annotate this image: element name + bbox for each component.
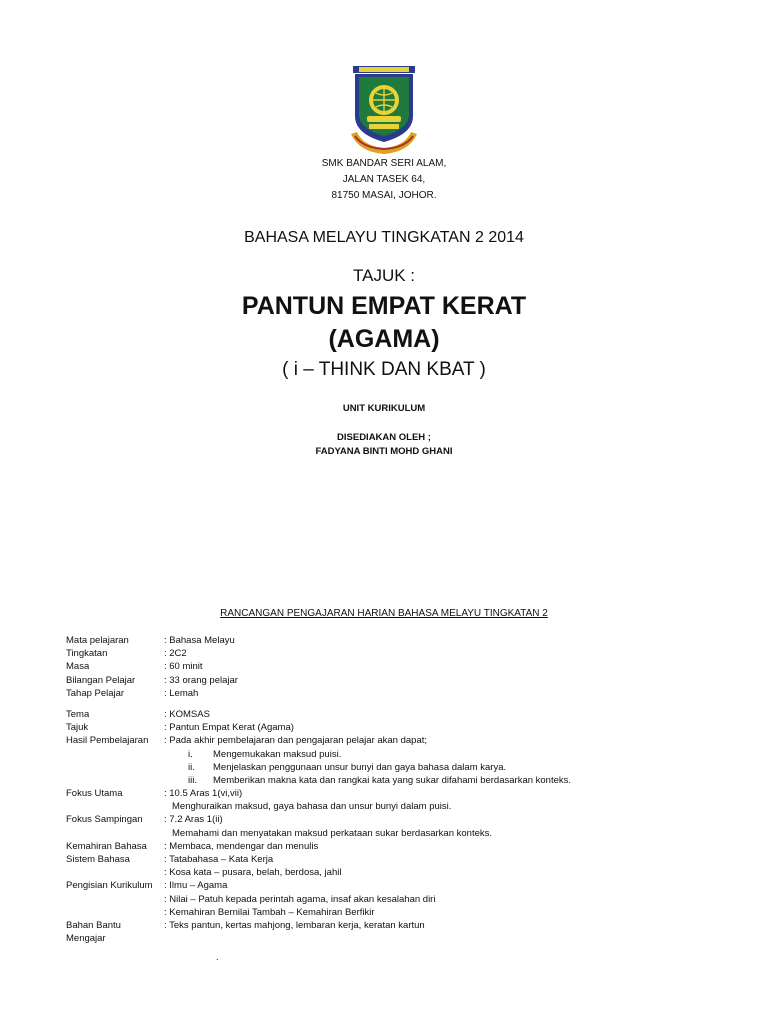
unit-label: UNIT KURIKULUM — [342, 403, 426, 414]
school-address — [0, 156, 768, 204]
detail-row — [66, 687, 726, 700]
detail-row-continued — [66, 906, 726, 919]
objective-text: Menjelaskan penggunaan unsur bunyi dan gaya bahasa dalam karya. — [213, 761, 507, 773]
detail-label: Masa — [66, 661, 90, 673]
prepared-by-name: FADYANA BINTI MOHD GHANI — [315, 446, 453, 457]
detail-label: Hasil Pembelajaran — [66, 735, 149, 747]
objective-number: iii. — [188, 774, 197, 786]
prepared-by-label: DISEDIAKAN OLEH ; — [337, 432, 431, 443]
detail-row-continued — [66, 827, 726, 840]
detail-value: : Kosa kata – pusara, belah, berdosa, jahil — [164, 867, 342, 879]
detail-row — [66, 647, 726, 660]
title-line: PANTUN EMPAT KERAT — [241, 292, 527, 320]
address-line: JALAN TASEK 64, — [342, 174, 426, 185]
detail-row-fokus-utama — [66, 787, 726, 800]
address-line: 81750 MASAI, JOHOR. — [331, 190, 437, 201]
detail-label: Sistem Bahasa — [66, 854, 130, 865]
detail-label: Fokus Sampingan — [66, 814, 143, 826]
objective-item — [66, 748, 726, 761]
detail-row — [66, 634, 726, 647]
detail-row-tema — [66, 708, 726, 721]
detail-row-fokus-sampingan — [66, 813, 726, 826]
detail-value: : 10.5 Aras 1(vi,vii) — [164, 788, 243, 800]
school-crest-logo — [349, 64, 419, 156]
detail-label: Fokus Utama — [66, 788, 123, 800]
detail-value: : Nilai – Patuh kepada perintah agama, insaf akan kesalahan diri — [164, 893, 436, 905]
rph-title: RANCANGAN PENGAJARAN HARIAN BAHASA MELAYU TINGKATAN 2 — [220, 608, 548, 619]
objective-item — [66, 761, 726, 774]
detail-label: Tahap Pelajar — [66, 687, 125, 699]
document-subtitle: ( i – THINK DAN KBAT ) — [282, 359, 486, 380]
detail-label: Tingkatan — [66, 648, 108, 660]
detail-value: : Tatabahasa – Kata Kerja — [164, 854, 274, 865]
detail-value: : Membaca, mendengar dan menulis — [164, 840, 319, 852]
detail-value: Memahami dan menyatakan maksud perkataan sukar berdasarkan konteks. — [172, 827, 493, 839]
objective-text: Mengemukakan maksud puisi. — [213, 748, 342, 760]
detail-value: : Pada akhir pembelajaran dan pengajaran pelajar akan dapat; — [164, 735, 428, 747]
detail-row-continued — [66, 866, 726, 879]
detail-row-continued — [66, 893, 726, 906]
detail-label: Bilangan Pelajar — [66, 674, 136, 686]
detail-row-continued — [66, 932, 726, 945]
address-line: SMK BANDAR SERI ALAM, — [321, 158, 447, 169]
detail-row-continued — [66, 800, 726, 813]
objective-number: i. — [188, 748, 193, 760]
detail-value: : Ilmu – Agama — [164, 880, 228, 892]
detail-value: : 7.2 Aras 1(ii) — [164, 814, 223, 826]
detail-label: Bahan Bantu — [66, 919, 121, 931]
trailing-mark: . — [216, 952, 219, 962]
title-line: (AGAMA) — [328, 325, 440, 353]
detail-label: Kemahiran Bahasa — [66, 840, 147, 852]
detail-label: Mata pelajaran — [66, 635, 129, 646]
detail-row-tajuk — [66, 721, 726, 734]
detail-row-kemahiran — [66, 840, 726, 853]
tajuk-label: TAJUK : — [352, 266, 416, 285]
detail-value: : 60 minit — [164, 661, 203, 673]
lesson-details — [66, 634, 726, 945]
detail-value: : Teks pantun, kertas mahjong, lembaran kerja, keratan kartun — [164, 919, 425, 931]
prepared-by — [0, 431, 768, 459]
detail-value: : Lemah — [164, 687, 199, 699]
detail-row — [66, 660, 726, 673]
detail-value: : 33 orang pelajar — [164, 674, 238, 686]
objective-text: Memberikan makna kata dan rangkai kata yang sukar difahami berdasarkan konteks. — [213, 774, 572, 786]
detail-value: : Pantun Empat Kerat (Agama) — [164, 722, 294, 734]
detail-row-sistem — [66, 853, 726, 866]
detail-label: Pengisian Kurikulum — [66, 880, 153, 892]
detail-value: : Bahasa Melayu — [164, 635, 235, 646]
detail-row-bahan — [66, 919, 726, 932]
detail-row-hasil — [66, 734, 726, 747]
detail-value: Menghuraikan maksud, gaya bahasa dan unsur bunyi dalam puisi. — [172, 801, 452, 813]
detail-label: Mengajar — [66, 933, 106, 945]
objective-item — [66, 774, 726, 787]
detail-label: Tema — [66, 708, 90, 720]
document-title — [0, 290, 768, 356]
objective-number: ii. — [188, 761, 195, 773]
detail-value: : Kemahiran Bernilai Tambah – Kemahiran Berfikir — [164, 906, 375, 918]
detail-label: Tajuk — [66, 722, 89, 734]
detail-value: : KOMSAS — [164, 708, 210, 720]
detail-value: : 2C2 — [164, 648, 187, 660]
subject-heading: BAHASA MELAYU TINGKATAN 2 2014 — [244, 229, 524, 246]
detail-row — [66, 674, 726, 687]
detail-row-pengisian — [66, 879, 726, 892]
